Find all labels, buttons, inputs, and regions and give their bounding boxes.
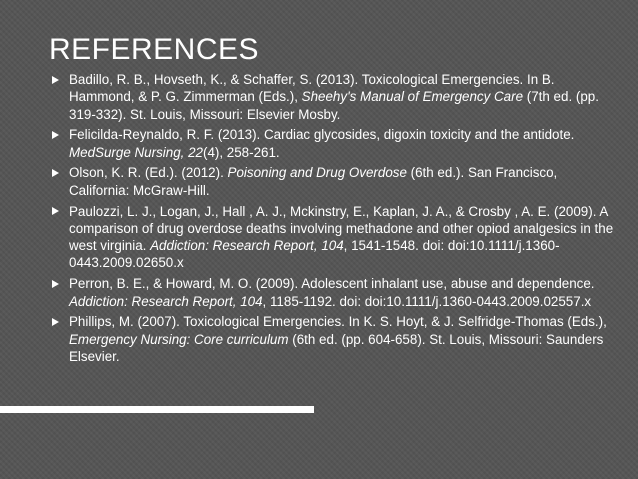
reference-item [50, 164, 620, 199]
reference-text: Phillips, M. (2007). Toxicological Emergencies. In K. S. Hoyt, & J. Selfridge-Thomas (Eds.), [69, 314, 607, 330]
reference-item [50, 126, 620, 161]
reference-list [50, 71, 620, 369]
reference-italic-text: MedSurge Nursing, 22 [69, 144, 203, 160]
reference-text: (6th ed.). San Francisco, California: McGraw-Hill. [69, 165, 558, 198]
triangle-bullet-icon [52, 207, 59, 215]
reference-text: , 1185-1192. doi: doi:10.1111/j.1360-0443.2009.02557.x [262, 293, 592, 309]
reference-text: (4), 258-261. [202, 144, 280, 160]
reference-italic-text: Poisoning and Drug Overdose [227, 165, 407, 181]
reference-item [50, 275, 620, 310]
triangle-bullet-icon [52, 169, 59, 177]
reference-text: (7th ed. (pp. 319-332). St. Louis, Missouri: Elsevier Mosby. [69, 89, 599, 122]
triangle-bullet-icon [52, 280, 59, 288]
reference-italic-text: Addiction: Research Report, 104 [69, 293, 263, 309]
slide-title: REFERENCES [49, 33, 260, 66]
reference-text: Paulozzi, L. J., Logan, J., Hall , A. J., Mckinstry, E., Kaplan, J. A., & Crosby , A. E. (2009). A comparison of drug overdose deaths involving methadone and other opiod analgesics in the west virginia. [69, 203, 614, 254]
reference-item [50, 203, 620, 272]
reference-italic-text: Emergency Nursing: Core curriculum [69, 331, 289, 347]
underline-bar [0, 406, 314, 413]
reference-text: Perron, B. E., & Howard, M. O. (2009). Adolescent inhalant use, abuse and dependence. [69, 276, 595, 292]
reference-text: Felicilda-Reynaldo, R. F. (2013). Cardiac glycosides, digoxin toxicity and the antidote. [69, 127, 575, 143]
triangle-bullet-icon [52, 76, 59, 84]
reference-item [50, 71, 620, 123]
reference-text: , 1541-1548. doi: doi:10.1111/j.1360-0443.2009.02650.x [69, 238, 560, 271]
reference-text: Badillo, R. B., Hovseth, K., & Schaffer, S. (2013). Toxicological Emergencies. In B. Hammond, & P. G. Zimmerman (Eds.), [69, 72, 555, 105]
triangle-bullet-icon [52, 318, 59, 326]
reference-item [50, 313, 620, 365]
reference-text: Olson, K. R. (Ed.). (2012). [69, 165, 228, 181]
reference-text: (6th ed. (pp. 604-658). St. Louis, Missouri: Saunders Elsevier. [69, 331, 604, 364]
reference-italic-text: Addiction: Research Report, 104 [150, 238, 344, 254]
reference-italic-text: Sheehy's Manual of Emergency Care [301, 89, 524, 105]
triangle-bullet-icon [52, 131, 59, 139]
